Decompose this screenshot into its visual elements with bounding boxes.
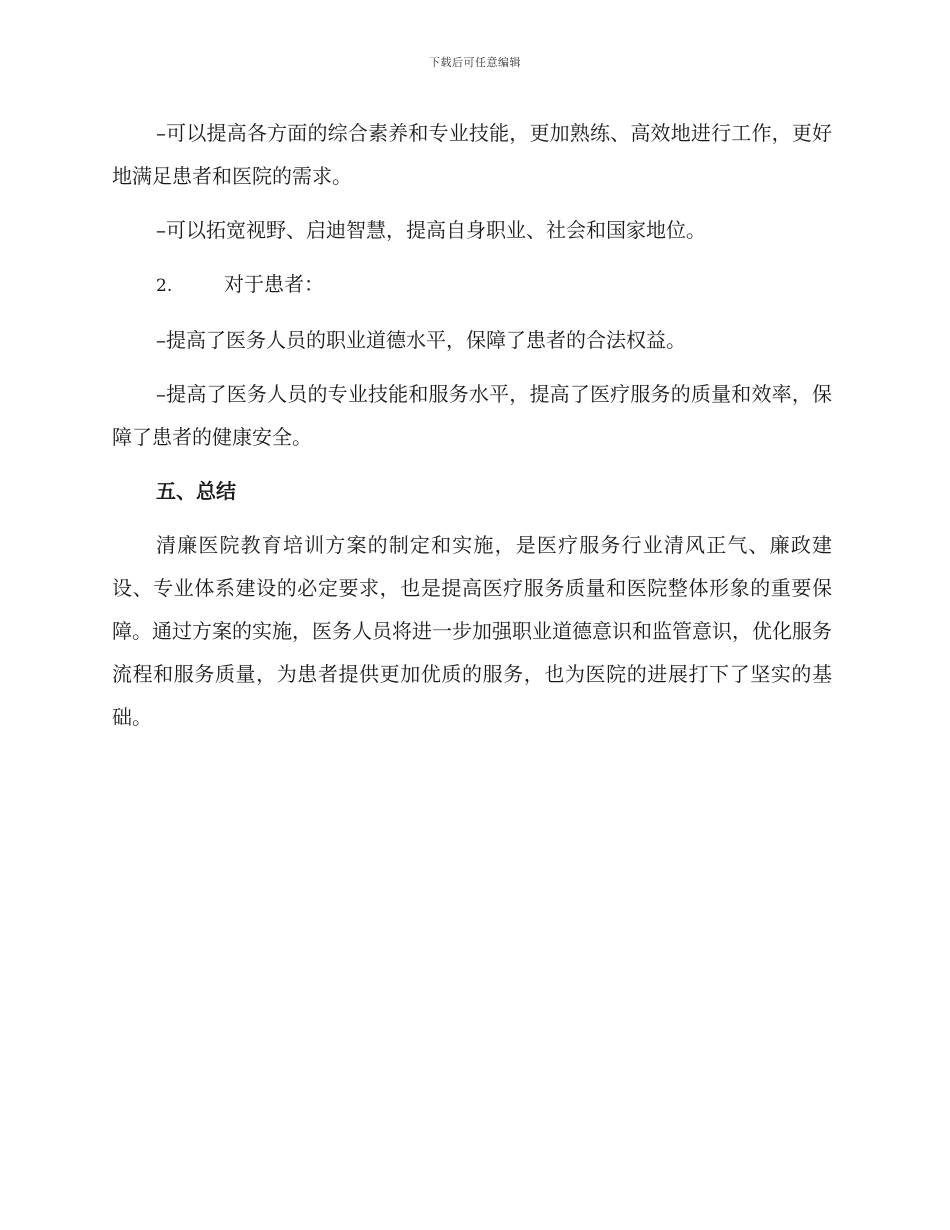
paragraph-summary: 清廉医院教育培训方案的制定和实施，是医疗服务行业清风正气、廉政建设、专业体系建设的必定要求，也是提高医疗服务质量和医院整体形象的重要保障。通过方案的实施，医务人员将进一步加强职业道德意识和监管意识，优化服务流程和服务质量，为患者提供更加优质的服务，也为医院的进展打下了坚实的基础。 [112, 533, 832, 729]
list-item-label: 对于患者： [224, 272, 324, 296]
list-item-for-patients [112, 263, 832, 308]
section-heading-summary: 五、总结 [156, 479, 236, 503]
page-header-note: 下载后可任意编辑 [429, 56, 521, 69]
paragraph-patient-rights: –提高了医务人员的职业道德水平，保障了患者的合法权益。 [156, 328, 686, 352]
paragraph-benefit-vision: –可以拓宽视野、启迪智慧，提高自身职业、社会和国家地位。 [156, 218, 706, 242]
document-body [112, 112, 832, 750]
paragraph-benefit-skills: –可以提高各方面的综合素养和专业技能，更加熟练、高效地进行工作，更好地满足患者和医院的需求。 [112, 121, 832, 188]
list-item-number: 2. [156, 276, 173, 296]
paragraph-patient-safety: –提高了医务人员的专业技能和服务水平，提高了医疗服务的质量和效率，保障了患者的健康安全。 [112, 382, 832, 449]
